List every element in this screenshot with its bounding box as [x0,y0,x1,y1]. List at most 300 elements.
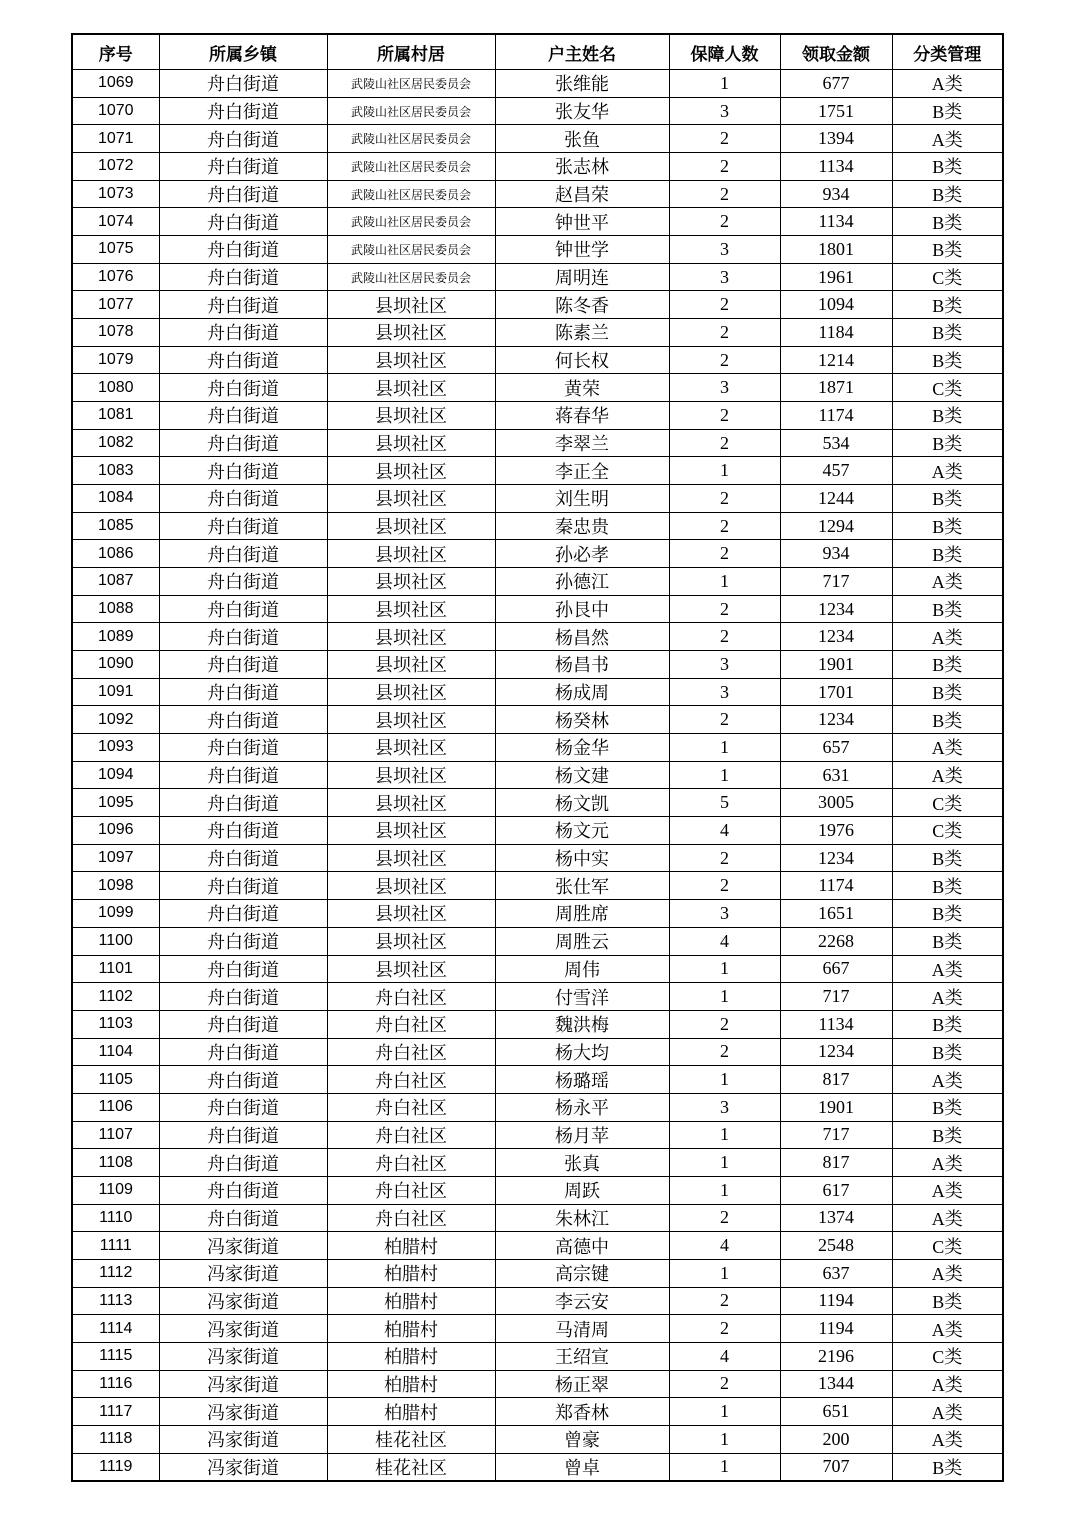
seq-cell: 1072 [72,153,159,181]
seq-cell: 1096 [72,817,159,845]
householder-cell: 杨昌书 [495,651,669,679]
householder-cell: 钟世平 [495,208,669,236]
table-row [72,1287,1003,1315]
township-cell: 舟白街道 [159,346,327,374]
table-row [72,872,1003,900]
village-cell: 县坝社区 [327,734,495,762]
township-cell: 舟白街道 [159,789,327,817]
township-cell: 舟白街道 [159,761,327,789]
category-cell: C类 [892,263,1003,291]
covered-persons-cell: 4 [669,1232,780,1260]
township-cell: 舟白街道 [159,955,327,983]
township-cell: 舟白街道 [159,180,327,208]
amount-cell: 1374 [780,1204,892,1232]
seq-cell: 1111 [72,1232,159,1260]
covered-persons-cell: 2 [669,872,780,900]
covered-persons-cell: 2 [669,153,780,181]
category-cell: A类 [892,955,1003,983]
table-row [72,429,1003,457]
seq-cell: 1110 [72,1204,159,1232]
category-cell: A类 [892,1176,1003,1204]
category-cell: A类 [892,1315,1003,1343]
category-cell: B类 [892,97,1003,125]
householder-cell: 郑香林 [495,1398,669,1426]
category-cell: C类 [892,1232,1003,1260]
covered-persons-cell: 3 [669,678,780,706]
header-amount: 领取金额 [780,34,892,70]
category-cell: B类 [892,291,1003,319]
amount-cell: 1184 [780,319,892,347]
seq-cell: 1083 [72,457,159,485]
township-cell: 舟白街道 [159,651,327,679]
covered-persons-cell: 2 [669,706,780,734]
householder-cell: 周明连 [495,263,669,291]
category-cell: B类 [892,512,1003,540]
seq-cell: 1091 [72,678,159,706]
category-cell: B类 [892,651,1003,679]
village-cell: 舟白社区 [327,1010,495,1038]
township-cell: 舟白街道 [159,485,327,513]
table-row [72,540,1003,568]
householder-cell: 孙必孝 [495,540,669,568]
category-cell: B类 [892,1121,1003,1149]
covered-persons-cell: 5 [669,789,780,817]
amount-cell: 1901 [780,651,892,679]
householder-cell: 高宗键 [495,1259,669,1287]
covered-persons-cell: 3 [669,651,780,679]
seq-cell: 1077 [72,291,159,319]
covered-persons-cell: 2 [669,319,780,347]
table-row [72,1232,1003,1260]
village-cell: 舟白社区 [327,1176,495,1204]
seq-cell: 1092 [72,706,159,734]
table-row [72,402,1003,430]
table-row [72,1370,1003,1398]
village-cell: 县坝社区 [327,872,495,900]
householder-cell: 王绍宣 [495,1342,669,1370]
township-cell: 舟白街道 [159,1176,327,1204]
village-cell: 柏腊村 [327,1232,495,1260]
township-cell: 舟白街道 [159,512,327,540]
householder-cell: 曾豪 [495,1425,669,1453]
village-cell: 县坝社区 [327,512,495,540]
table-row [72,1425,1003,1453]
covered-persons-cell: 1 [669,761,780,789]
amount-cell: 1234 [780,595,892,623]
township-cell: 冯家街道 [159,1232,327,1260]
amount-cell: 3005 [780,789,892,817]
village-cell: 柏腊村 [327,1342,495,1370]
amount-cell: 1871 [780,374,892,402]
category-cell: B类 [892,180,1003,208]
seq-cell: 1118 [72,1425,159,1453]
householder-cell: 李云安 [495,1287,669,1315]
village-cell: 舟白社区 [327,1093,495,1121]
table-row [72,1315,1003,1343]
table-row [72,983,1003,1011]
householder-cell: 付雪洋 [495,983,669,1011]
covered-persons-cell: 1 [669,1453,780,1481]
category-cell: B类 [892,346,1003,374]
category-cell: B类 [892,1010,1003,1038]
householder-cell: 杨正翠 [495,1370,669,1398]
amount-cell: 2268 [780,927,892,955]
village-cell: 柏腊村 [327,1398,495,1426]
village-cell: 舟白社区 [327,1121,495,1149]
seq-cell: 1069 [72,70,159,98]
township-cell: 舟白街道 [159,844,327,872]
table-row [72,817,1003,845]
township-cell: 冯家街道 [159,1370,327,1398]
township-cell: 舟白街道 [159,817,327,845]
amount-cell: 1234 [780,623,892,651]
covered-persons-cell: 2 [669,429,780,457]
village-cell: 武陵山社区居民委员会 [327,97,495,125]
householder-cell: 李翠兰 [495,429,669,457]
township-cell: 舟白街道 [159,319,327,347]
covered-persons-cell: 3 [669,900,780,928]
householder-cell: 陈冬香 [495,291,669,319]
householder-cell: 曾卓 [495,1453,669,1481]
table-row [72,1204,1003,1232]
village-cell: 县坝社区 [327,844,495,872]
category-cell: B类 [892,872,1003,900]
village-cell: 县坝社区 [327,651,495,679]
seq-cell: 1075 [72,236,159,264]
township-cell: 舟白街道 [159,70,327,98]
seq-cell: 1114 [72,1315,159,1343]
householder-cell: 周胜席 [495,900,669,928]
category-cell: B类 [892,595,1003,623]
householder-cell: 周胜云 [495,927,669,955]
village-cell: 县坝社区 [327,595,495,623]
table-row [72,595,1003,623]
township-cell: 舟白街道 [159,983,327,1011]
covered-persons-cell: 2 [669,540,780,568]
amount-cell: 1294 [780,512,892,540]
table-row [72,180,1003,208]
table-row [72,568,1003,596]
householder-cell: 张维能 [495,70,669,98]
village-cell: 县坝社区 [327,706,495,734]
category-cell: C类 [892,789,1003,817]
covered-persons-cell: 1 [669,955,780,983]
header-category: 分类管理 [892,34,1003,70]
seq-cell: 1119 [72,1453,159,1481]
table-row [72,1342,1003,1370]
village-cell: 舟白社区 [327,1204,495,1232]
householder-cell: 陈素兰 [495,319,669,347]
seq-cell: 1093 [72,734,159,762]
amount-cell: 1801 [780,236,892,264]
seq-cell: 1071 [72,125,159,153]
householder-cell: 周跃 [495,1176,669,1204]
householder-cell: 赵昌荣 [495,180,669,208]
householder-cell: 杨文元 [495,817,669,845]
township-cell: 冯家街道 [159,1425,327,1453]
covered-persons-cell: 4 [669,817,780,845]
amount-cell: 667 [780,955,892,983]
covered-persons-cell: 2 [669,623,780,651]
category-cell: C类 [892,1342,1003,1370]
amount-cell: 1134 [780,1010,892,1038]
village-cell: 县坝社区 [327,789,495,817]
township-cell: 舟白街道 [159,900,327,928]
covered-persons-cell: 2 [669,512,780,540]
township-cell: 舟白街道 [159,291,327,319]
covered-persons-cell: 1 [669,734,780,762]
amount-cell: 1701 [780,678,892,706]
header-seq: 序号 [72,34,159,70]
amount-cell: 1234 [780,706,892,734]
seq-cell: 1104 [72,1038,159,1066]
seq-cell: 1099 [72,900,159,928]
covered-persons-cell: 2 [669,402,780,430]
village-cell: 柏腊村 [327,1259,495,1287]
covered-persons-cell: 3 [669,1093,780,1121]
township-cell: 冯家街道 [159,1259,327,1287]
covered-persons-cell: 1 [669,1425,780,1453]
township-cell: 冯家街道 [159,1342,327,1370]
category-cell: B类 [892,153,1003,181]
village-cell: 县坝社区 [327,319,495,347]
village-cell: 县坝社区 [327,485,495,513]
covered-persons-cell: 2 [669,346,780,374]
village-cell: 县坝社区 [327,291,495,319]
seq-cell: 1078 [72,319,159,347]
village-cell: 武陵山社区居民委员会 [327,153,495,181]
seq-cell: 1090 [72,651,159,679]
covered-persons-cell: 1 [669,1176,780,1204]
table-row [72,1121,1003,1149]
householder-cell: 张友华 [495,97,669,125]
township-cell: 舟白街道 [159,734,327,762]
householder-cell: 周伟 [495,955,669,983]
amount-cell: 817 [780,1066,892,1094]
township-cell: 舟白街道 [159,97,327,125]
seq-cell: 1095 [72,789,159,817]
seq-cell: 1084 [72,485,159,513]
amount-cell: 657 [780,734,892,762]
table-row [72,1259,1003,1287]
seq-cell: 1105 [72,1066,159,1094]
category-cell: B类 [892,678,1003,706]
covered-persons-cell: 1 [669,983,780,1011]
table-row [72,678,1003,706]
table-row [72,1093,1003,1121]
village-cell: 武陵山社区居民委员会 [327,263,495,291]
table-row [72,457,1003,485]
category-cell: C类 [892,374,1003,402]
village-cell: 县坝社区 [327,402,495,430]
category-cell: A类 [892,1066,1003,1094]
seq-cell: 1102 [72,983,159,1011]
township-cell: 舟白街道 [159,402,327,430]
seq-cell: 1113 [72,1287,159,1315]
householder-cell: 张志林 [495,153,669,181]
covered-persons-cell: 2 [669,125,780,153]
amount-cell: 1344 [780,1370,892,1398]
covered-persons-cell: 2 [669,208,780,236]
householder-cell: 张真 [495,1149,669,1177]
amount-cell: 1244 [780,485,892,513]
amount-cell: 934 [780,540,892,568]
category-cell: C类 [892,817,1003,845]
seq-cell: 1115 [72,1342,159,1370]
table-row [72,844,1003,872]
category-cell: A类 [892,125,1003,153]
covered-persons-cell: 2 [669,1038,780,1066]
seq-cell: 1086 [72,540,159,568]
amount-cell: 1651 [780,900,892,928]
amount-cell: 1751 [780,97,892,125]
householder-cell: 杨月苹 [495,1121,669,1149]
category-cell: A类 [892,457,1003,485]
amount-cell: 1961 [780,263,892,291]
covered-persons-cell: 2 [669,1204,780,1232]
householder-cell: 何长权 [495,346,669,374]
seq-cell: 1079 [72,346,159,374]
amount-cell: 637 [780,1259,892,1287]
category-cell: B类 [892,706,1003,734]
village-cell: 桂花社区 [327,1425,495,1453]
householder-cell: 张仕军 [495,872,669,900]
village-cell: 武陵山社区居民委员会 [327,125,495,153]
householder-cell: 杨昌然 [495,623,669,651]
covered-persons-cell: 3 [669,236,780,264]
table-row [72,374,1003,402]
householder-cell: 杨文凯 [495,789,669,817]
category-cell: B类 [892,1038,1003,1066]
householder-cell: 马清周 [495,1315,669,1343]
table-row [72,125,1003,153]
seq-cell: 1082 [72,429,159,457]
amount-cell: 707 [780,1453,892,1481]
village-cell: 舟白社区 [327,1149,495,1177]
seq-cell: 1117 [72,1398,159,1426]
seq-cell: 1081 [72,402,159,430]
householder-cell: 杨璐瑶 [495,1066,669,1094]
covered-persons-cell: 2 [669,180,780,208]
householder-cell: 蒋春华 [495,402,669,430]
township-cell: 舟白街道 [159,595,327,623]
covered-persons-cell: 2 [669,1010,780,1038]
village-cell: 桂花社区 [327,1453,495,1481]
householder-cell: 张鱼 [495,125,669,153]
householder-cell: 杨癸林 [495,706,669,734]
table-row [72,955,1003,983]
township-cell: 冯家街道 [159,1315,327,1343]
table-row [72,900,1003,928]
table-row [72,346,1003,374]
covered-persons-cell: 2 [669,1370,780,1398]
table-row [72,623,1003,651]
covered-persons-cell: 4 [669,1342,780,1370]
covered-persons-cell: 2 [669,485,780,513]
table-row [72,1038,1003,1066]
covered-persons-cell: 1 [669,568,780,596]
covered-persons-cell: 4 [669,927,780,955]
amount-cell: 2548 [780,1232,892,1260]
table-row [72,706,1003,734]
allowance-table [71,33,1004,1482]
householder-cell: 李正全 [495,457,669,485]
seq-cell: 1116 [72,1370,159,1398]
amount-cell: 1174 [780,872,892,900]
seq-cell: 1112 [72,1259,159,1287]
village-cell: 县坝社区 [327,623,495,651]
category-cell: A类 [892,568,1003,596]
village-cell: 武陵山社区居民委员会 [327,208,495,236]
category-cell: A类 [892,1398,1003,1426]
category-cell: A类 [892,734,1003,762]
amount-cell: 1194 [780,1287,892,1315]
category-cell: B类 [892,1093,1003,1121]
category-cell: A类 [892,1370,1003,1398]
table-row [72,1453,1003,1481]
category-cell: A类 [892,1259,1003,1287]
householder-cell: 刘生明 [495,485,669,513]
category-cell: B类 [892,540,1003,568]
covered-persons-cell: 1 [669,1066,780,1094]
header-village: 所属村居 [327,34,495,70]
seq-cell: 1094 [72,761,159,789]
village-cell: 舟白社区 [327,983,495,1011]
householder-cell: 钟世学 [495,236,669,264]
covered-persons-cell: 1 [669,1398,780,1426]
village-cell: 县坝社区 [327,568,495,596]
householder-cell: 孙艮中 [495,595,669,623]
seq-cell: 1076 [72,263,159,291]
seq-cell: 1074 [72,208,159,236]
table-row [72,651,1003,679]
township-cell: 舟白街道 [159,153,327,181]
householder-cell: 孙德江 [495,568,669,596]
amount-cell: 717 [780,568,892,596]
amount-cell: 1901 [780,1093,892,1121]
covered-persons-cell: 2 [669,844,780,872]
category-cell: B类 [892,900,1003,928]
table-row [72,927,1003,955]
covered-persons-cell: 1 [669,1121,780,1149]
township-cell: 舟白街道 [159,457,327,485]
householder-cell: 杨文建 [495,761,669,789]
village-cell: 县坝社区 [327,927,495,955]
table-row [72,1176,1003,1204]
table-row [72,1149,1003,1177]
township-cell: 舟白街道 [159,927,327,955]
township-cell: 冯家街道 [159,1287,327,1315]
table-row [72,734,1003,762]
village-cell: 县坝社区 [327,955,495,983]
village-cell: 县坝社区 [327,900,495,928]
township-cell: 舟白街道 [159,125,327,153]
householder-cell: 高德中 [495,1232,669,1260]
amount-cell: 1214 [780,346,892,374]
seq-cell: 1088 [72,595,159,623]
village-cell: 县坝社区 [327,457,495,485]
table-row [72,1066,1003,1094]
covered-persons-cell: 2 [669,291,780,319]
category-cell: B类 [892,236,1003,264]
village-cell: 县坝社区 [327,540,495,568]
amount-cell: 934 [780,180,892,208]
category-cell: A类 [892,1425,1003,1453]
township-cell: 舟白街道 [159,706,327,734]
table-row [72,208,1003,236]
village-cell: 县坝社区 [327,346,495,374]
township-cell: 舟白街道 [159,236,327,264]
